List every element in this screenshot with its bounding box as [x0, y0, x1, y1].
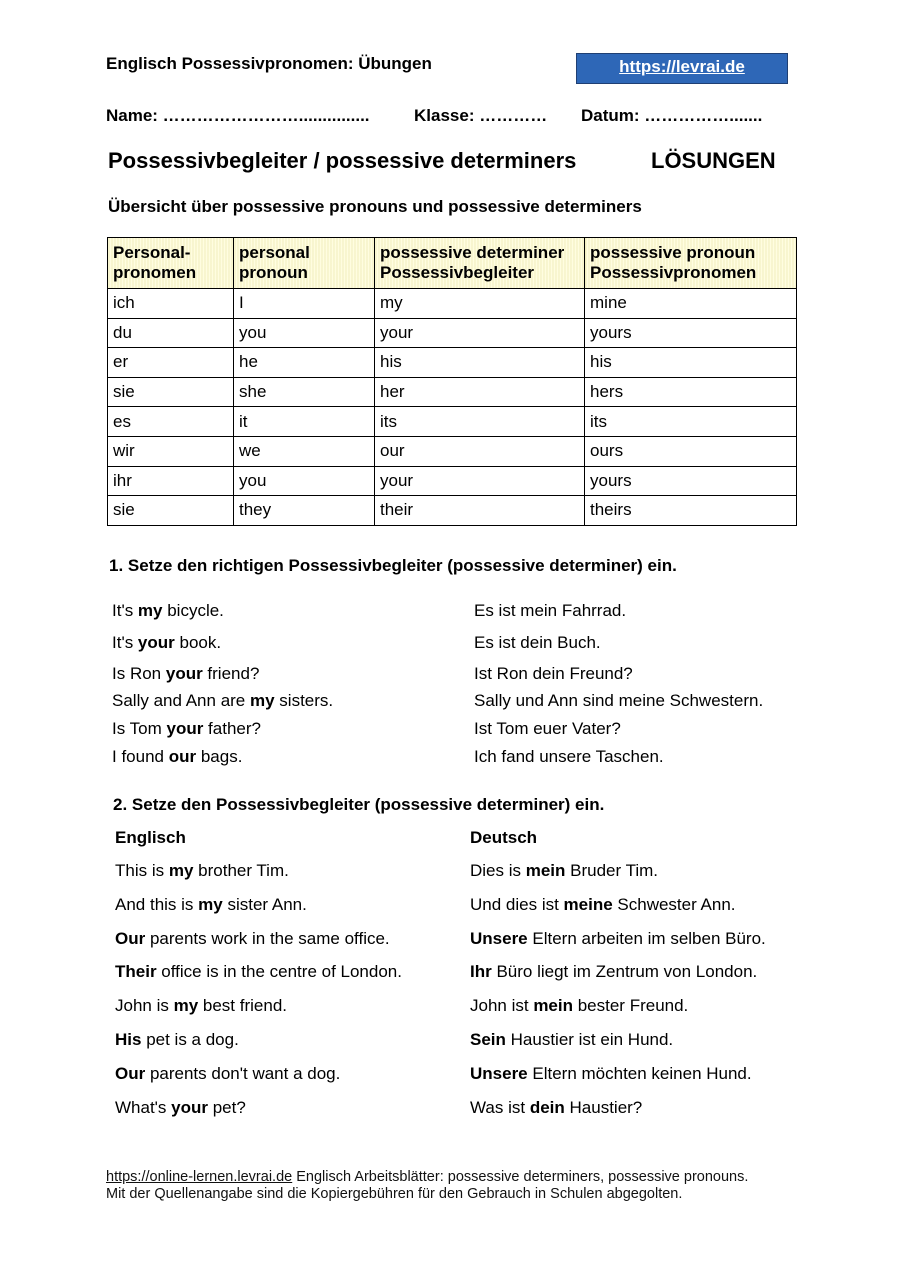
exercise1-english-sentence — [112, 601, 224, 621]
table-cell: his — [585, 348, 797, 378]
site-link-box[interactable] — [576, 53, 788, 84]
sentence-text: This is — [115, 861, 169, 880]
sentence-text: And this is — [115, 894, 199, 914]
table-cell: ihr — [108, 466, 234, 496]
answer-word: meine — [563, 894, 613, 914]
table-cell: yours — [585, 318, 797, 348]
sentence-text: Büro liegt im Zentrum von London. — [491, 962, 758, 982]
answer-word: your — [166, 719, 204, 738]
column-header-englisch: Englisch — [115, 828, 186, 847]
exercise1-english-sentence — [112, 633, 221, 653]
exercise2-english-sentence — [115, 996, 287, 1016]
exercise2-english-sentence — [115, 895, 307, 915]
sentence-text: Bruder Tim. — [565, 861, 659, 880]
answer-word: mein — [525, 861, 566, 880]
table-cell: you — [234, 466, 375, 496]
exercise1-german-sentence — [474, 719, 621, 739]
sentence-text: Ist Ron dein Freund? — [474, 664, 633, 683]
exercise2-german-sentence — [470, 895, 736, 915]
table-row — [108, 289, 797, 319]
table-cell: sie — [108, 377, 234, 407]
exercise2-german-sentence — [470, 962, 757, 982]
sentence-text: Was ist — [470, 1097, 530, 1117]
exercise2-german-sentence — [470, 1064, 752, 1084]
exercise1-english-sentence — [112, 747, 242, 767]
table-cell: ich — [108, 289, 234, 319]
answer-word: Unsere — [470, 928, 528, 948]
sentence-text: Eltern möchten keinen Hund. — [527, 1063, 752, 1083]
column-header-deutsch: Deutsch — [470, 828, 538, 847]
table-cell: its — [375, 407, 585, 437]
sentence-text: John ist — [470, 996, 534, 1016]
sentence-text: parents don't want a dog. — [145, 1063, 341, 1083]
answer-word: my — [137, 601, 163, 620]
answer-word: our — [168, 747, 197, 766]
table-cell: wir — [108, 436, 234, 466]
answer-word: your — [137, 633, 175, 652]
answer-word: my — [168, 861, 194, 880]
header-possessive-pronoun: possessive pronoun Possessivpronomen — [585, 238, 797, 289]
table-cell: du — [108, 318, 234, 348]
exercise2-german-sentence — [470, 929, 766, 949]
sentence-text: office is in the centre of London. — [156, 962, 402, 982]
footer-line-1 — [106, 1169, 748, 1185]
table-cell: sie — [108, 496, 234, 526]
sentence-text: Sally and Ann are — [112, 691, 250, 710]
sentence-text: Ich fand unsere Taschen. — [474, 747, 664, 766]
sentence-text: sisters. — [274, 691, 334, 710]
sentence-text: Es ist mein Fahrrad. — [474, 601, 627, 620]
footer-link[interactable]: https://online-lernen.levrai.de — [106, 1169, 293, 1185]
header-personal-pronoun: personal pronoun — [234, 238, 375, 289]
table-cell: my — [375, 289, 585, 319]
answer-word: your — [165, 664, 203, 683]
exercise1-english-sentence — [112, 719, 261, 739]
answer-word: His — [115, 1030, 142, 1049]
answer-word: Unsere — [470, 1063, 528, 1083]
footer-line-2: Mit der Quellenangabe sind die Kopiergebühren für den Gebrauch in Schulen abgegolten. — [106, 1186, 683, 1202]
exercise2-english-sentence — [115, 1064, 340, 1084]
exercise2-english-sentence — [115, 1030, 239, 1050]
class-field: Klasse: ………… — [414, 106, 548, 125]
table-cell: its — [585, 407, 797, 437]
table-cell: their — [375, 496, 585, 526]
table-cell: ours — [585, 436, 797, 466]
table-row — [108, 348, 797, 378]
exercise1-german-sentence — [474, 664, 633, 684]
exercise1-heading: 1. Setze den richtigen Possessivbegleiter (possessive determiner) ein. — [109, 556, 677, 575]
answer-word: Ihr — [470, 962, 492, 982]
table-cell: it — [234, 407, 375, 437]
sentence-text: parents work in the same office. — [145, 928, 390, 948]
table-row — [108, 436, 797, 466]
table-header-row — [108, 238, 797, 289]
table-cell: our — [375, 436, 585, 466]
exercise2-heading: 2. Setze den Possessivbegleiter (possessive determiner) ein. — [113, 795, 605, 814]
sentence-text: It's — [112, 633, 138, 652]
table-cell: theirs — [585, 496, 797, 526]
sentence-text: Is Tom — [112, 719, 167, 738]
exercise2-german-sentence — [470, 861, 658, 881]
table-row — [108, 496, 797, 526]
sentence-text: Und dies ist — [470, 894, 564, 914]
exercise1-german-sentence — [474, 691, 763, 711]
table-cell: hers — [585, 377, 797, 407]
table-cell: they — [234, 496, 375, 526]
solutions-label: LÖSUNGEN — [651, 148, 776, 173]
answer-word: dein — [529, 1097, 565, 1117]
exercise2-english-sentence — [115, 1098, 246, 1118]
sentence-text: bags. — [196, 747, 243, 766]
sentence-text: best friend. — [198, 996, 287, 1016]
table-row — [108, 407, 797, 437]
table-cell: we — [234, 436, 375, 466]
sentence-text: bester Freund. — [573, 996, 689, 1016]
answer-word: Their — [115, 962, 157, 982]
exercise2-english-sentence — [115, 929, 390, 949]
sentence-text: Schwester Ann. — [612, 894, 736, 914]
exercise2-german-sentence — [470, 996, 688, 1016]
sentence-text: bicycle. — [162, 601, 224, 620]
footer-description: Englisch Arbeitsblätter: possessive determiners, possessive pronouns. — [292, 1169, 749, 1185]
exercise1-english-sentence — [112, 664, 259, 684]
sentence-text: father? — [203, 719, 261, 738]
sentence-text: book. — [174, 633, 222, 652]
answer-word: my — [198, 894, 223, 914]
table-cell: he — [234, 348, 375, 378]
table-cell: yours — [585, 466, 797, 496]
answer-word: my — [173, 996, 199, 1016]
table-row — [108, 377, 797, 407]
answer-word: mein — [533, 996, 573, 1016]
table-cell: she — [234, 377, 375, 407]
table-cell: er — [108, 348, 234, 378]
sentence-text: pet? — [208, 1097, 246, 1117]
sentence-text: Is Ron — [112, 664, 166, 683]
table-row — [108, 318, 797, 348]
table-row — [108, 466, 797, 496]
exercise2-german-sentence — [470, 1030, 673, 1050]
sentence-text: It's — [112, 601, 138, 620]
answer-word: Sein — [470, 1030, 506, 1049]
sentence-text: Dies is — [470, 861, 526, 880]
site-link[interactable]: https://levrai.de — [619, 57, 745, 76]
page-title: Possessivbegleiter / possessive determiners — [108, 148, 577, 173]
exercise1-german-sentence — [474, 601, 626, 621]
sentence-text: Eltern arbeiten im selben Büro. — [527, 928, 766, 948]
sentence-text: What's — [115, 1097, 172, 1117]
table-cell: your — [375, 466, 585, 496]
sentence-text: Haustier ist ein Hund. — [505, 1030, 674, 1049]
table-cell: his — [375, 348, 585, 378]
sentence-text: sister Ann. — [222, 894, 307, 914]
exercise1-english-sentence — [112, 691, 333, 711]
table-cell: your — [375, 318, 585, 348]
answer-word: your — [171, 1097, 208, 1117]
sentence-text: I found — [112, 747, 169, 766]
exercise2-english-sentence — [115, 962, 402, 982]
exercise2-english-sentence — [115, 861, 289, 881]
sentence-text: Ist Tom euer Vater? — [474, 719, 621, 738]
name-field: Name: ……………………............... — [106, 106, 370, 125]
header-possessive-determiner: possessive determiner Possessivbegleiter — [375, 238, 585, 289]
sentence-text: brother Tim. — [193, 861, 289, 880]
table-cell: I — [234, 289, 375, 319]
sentence-text: friend? — [202, 664, 260, 683]
overview-title: Übersicht über possessive pronouns und possessive determiners — [108, 197, 642, 216]
pronoun-table — [107, 237, 797, 526]
answer-word: my — [249, 691, 275, 710]
exercise1-german-sentence — [474, 747, 664, 767]
sentence-text: pet is a dog. — [141, 1030, 239, 1049]
sentence-text: Sally und Ann sind meine Schwestern. — [474, 691, 764, 710]
worksheet-title: Englisch Possessivpronomen: Übungen — [106, 54, 432, 73]
answer-word: Our — [115, 1063, 146, 1083]
sentence-text: Es ist dein Buch. — [474, 633, 601, 652]
table-cell: es — [108, 407, 234, 437]
answer-word: Our — [115, 928, 146, 948]
header-personalpronomen: Personal- pronomen — [108, 238, 234, 289]
exercise1-german-sentence — [474, 633, 601, 653]
exercise2-german-sentence — [470, 1098, 642, 1118]
table-cell: her — [375, 377, 585, 407]
sentence-text: John is — [115, 996, 174, 1016]
table-cell: you — [234, 318, 375, 348]
sentence-text: Haustier? — [564, 1097, 643, 1117]
table-cell: mine — [585, 289, 797, 319]
date-field: Datum: ……………....... — [581, 106, 763, 125]
